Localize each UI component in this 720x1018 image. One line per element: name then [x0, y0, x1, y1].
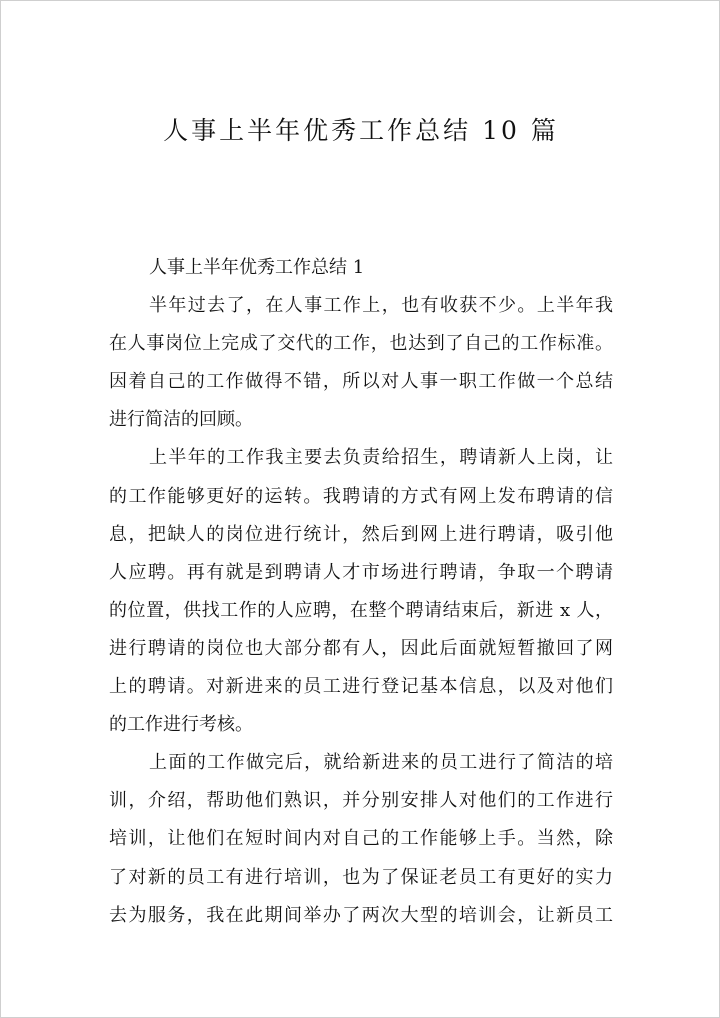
paragraph-line: 去为服务，我在此期间举办了两次大型的培训会，让新员工	[109, 904, 613, 926]
paragraph-line: 上半年的工作我主要去负责给招生，聘请新人上岗，让	[149, 447, 613, 469]
document-title: 人事上半年优秀工作总结 10 篇	[163, 116, 559, 145]
paragraph-line: 进行简洁的回顾。	[109, 409, 253, 431]
paragraph-line: 的位置，供找工作的人应聘，在整个聘请结束后，新进 x 人，	[109, 599, 613, 621]
section-heading: 人事上半年优秀工作总结 1	[149, 257, 365, 278]
paragraph-line: 训，介绍，帮助他们熟识，并分别安排人对他们的工作进行	[109, 790, 613, 812]
paragraph-line: 息，把缺人的岗位进行统计，然后到网上进行聘请，吸引他	[109, 523, 613, 545]
paragraph-line: 因着自己的工作做得不错，所以对人事一职工作做一个总结	[109, 371, 613, 393]
paragraph-line: 了对新的员工有进行培训，也为了保证老员工有更好的实力	[109, 866, 613, 888]
paragraph-line: 半年过去了，在人事工作上，也有收获不少。上半年我	[149, 295, 613, 317]
paragraph-line: 的工作能够更好的运转。我聘请的方式有网上发布聘请的信	[109, 485, 613, 507]
paragraph-line: 培训，让他们在短时间内对自己的工作能够上手。当然，除	[109, 828, 613, 850]
paragraph-line: 上的聘请。对新进来的员工进行登记基本信息，以及对他们	[109, 676, 613, 698]
paragraph-line: 人应聘。再有就是到聘请人才市场进行聘请，争取一个聘请	[109, 561, 613, 583]
paragraph-line: 上面的工作做完后，就给新进来的员工进行了简洁的培	[149, 752, 613, 774]
paragraph-line: 的工作进行考核。	[109, 714, 253, 736]
paragraph-line: 在人事岗位上完成了交代的工作，也达到了自己的工作标准。	[109, 333, 613, 355]
document-body	[109, 249, 613, 935]
paragraph-line: 进行聘请的岗位也大部分都有人，因此后面就短暂撤回了网	[109, 637, 613, 659]
